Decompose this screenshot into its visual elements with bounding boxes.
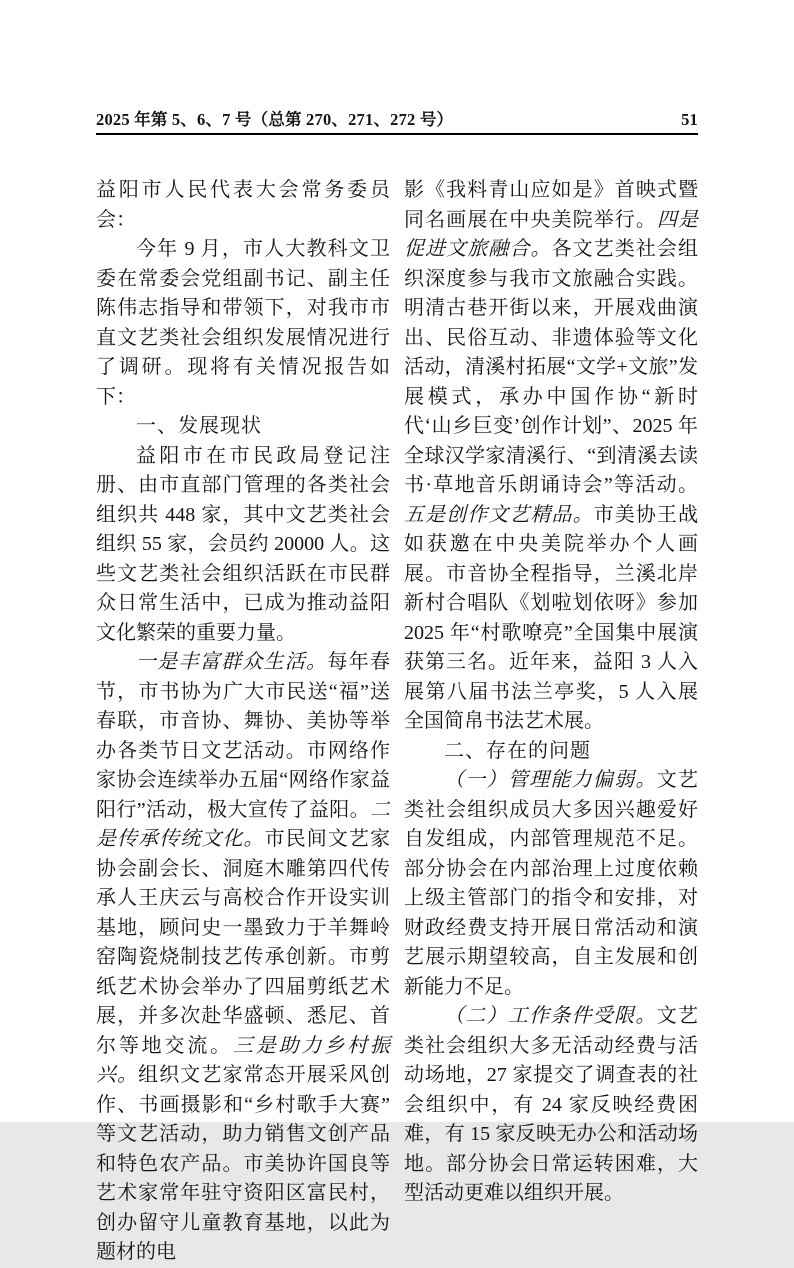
body-text: 市民间文艺家协会副会长、洞庭木雕第四代传承人王庆云与高校合作开设实训基地，顾问史一墨致力于羊舞岭窑陶瓷烧制技艺传承创新。市剪纸艺术协会举办了四届剪纸艺术展，并多次赴华盛顿、悉尼、首尔等地交流。 <box>96 828 391 1057</box>
body-text: 文艺类社会组织大多无活动经费与活动场地，27 家提交了调查表的社会组织中，有 24 家反映经费困难，有 15 家反映无办公和活动场地。部分协会日常运转困难，大型活动更难以组织开展。 <box>404 1005 699 1204</box>
section-heading <box>96 412 390 442</box>
body-text: 市美协王战如获邀在中央美院举办个人画展。市音协全程指导，兰溪北岸新村合唱队《划啦划依呀》参加 2025 年“村歌嘹亮”全国集中展演获第三名。近年来，益阳 3 人入展第八届书法兰亭奖，5 人入展全国简帛书法艺术展。 <box>404 503 699 732</box>
body-text: 一、发展现状 <box>136 415 262 437</box>
body-text: 各文艺类社会组织深度参与我市文旅融合实践。明清古巷开街以来，开展戏曲演出、民俗互动、非遗体验等文化活动，清溪村拓展“文学+文旅”发展模式，承办中国作协“新时代‘山乡巨变’创作计划”、2025 年全球汉学家清溪行、“到清溪去读书·草地音乐朗诵诗会”等活动。 <box>404 238 699 496</box>
paragraph <box>96 442 390 649</box>
emphasis-text: 五是创作文艺精品。 <box>404 503 594 526</box>
body-text: 益阳市在市民政局登记注册、由市直部门管理的各类社会组织共 448 家，其中文艺类社会组织 55 家，会员约 20000 人。这些文艺类社会组织活跃在市民群众日常生活中，已成为推动益阳文化繁荣的重要力量。 <box>96 444 390 644</box>
body-text: 影《我料青山应如是》首映式暨同名画展在中央美院举行。 <box>404 179 698 231</box>
paragraph <box>404 1002 698 1209</box>
body-text: 益阳市人民代表大会常务委员会： <box>96 179 390 231</box>
issue-label: 2025 年第 5、6、7 号（总第 270、271、272 号） <box>96 110 454 129</box>
right-column <box>404 176 698 1268</box>
body-text: 二、存在的问题 <box>444 739 591 762</box>
section-heading <box>404 737 698 767</box>
paragraph <box>96 648 390 1268</box>
emphasis-text: 三是助力乡村振兴。 <box>96 1034 390 1086</box>
paragraph <box>96 176 390 235</box>
emphasis-text: （一）管理能力偏弱。 <box>444 769 657 791</box>
document-body <box>96 176 698 1268</box>
body-text: 文艺类社会组织成员大多因兴趣爱好自发组成，内部管理规范不足。部分协会在内部治理上过度依赖上级主管部门的指令和安排，对财政经费支持开展日常活动和演艺展示期望较高，自主发展和创新能力不足。 <box>404 769 699 998</box>
paragraph <box>404 766 698 1002</box>
emphasis-text: 二是传承传统文化。 <box>96 798 390 850</box>
left-column <box>96 176 390 1268</box>
body-text: 每年春节，市书协为广大市民送“福”送春联，市音协、舞协、美协等举办各类节日文艺活动。市网络作家协会连续举办五届“网络作家益阳行”活动，极大宣传了益阳。 <box>96 651 391 821</box>
emphasis-text: 一是丰富群众生活。 <box>136 651 328 673</box>
emphasis-text: 四是促进文旅融合。 <box>404 208 699 260</box>
emphasis-text: （二）工作条件受限。 <box>444 1005 657 1027</box>
page-number: 51 <box>681 110 698 129</box>
page-header <box>96 106 698 135</box>
paragraph <box>404 176 698 737</box>
body-text: 今年 9 月，市人大教科文卫委在常委会党组副书记、副主任陈伟志指导和带领下，对我市市直文艺类社会组织发展情况进行了调研。现将有关情况报告如下： <box>96 238 390 408</box>
body-text: 组织文艺家常态开展采风创作、书画摄影和“乡村歌手大赛”等文艺活动，助力销售文创产品和特色农产品。市美协许国良等艺术家常年驻守资阳区富民村，创办留守儿童教育基地，以此为题材的电 <box>96 1064 391 1263</box>
paragraph <box>96 235 390 412</box>
